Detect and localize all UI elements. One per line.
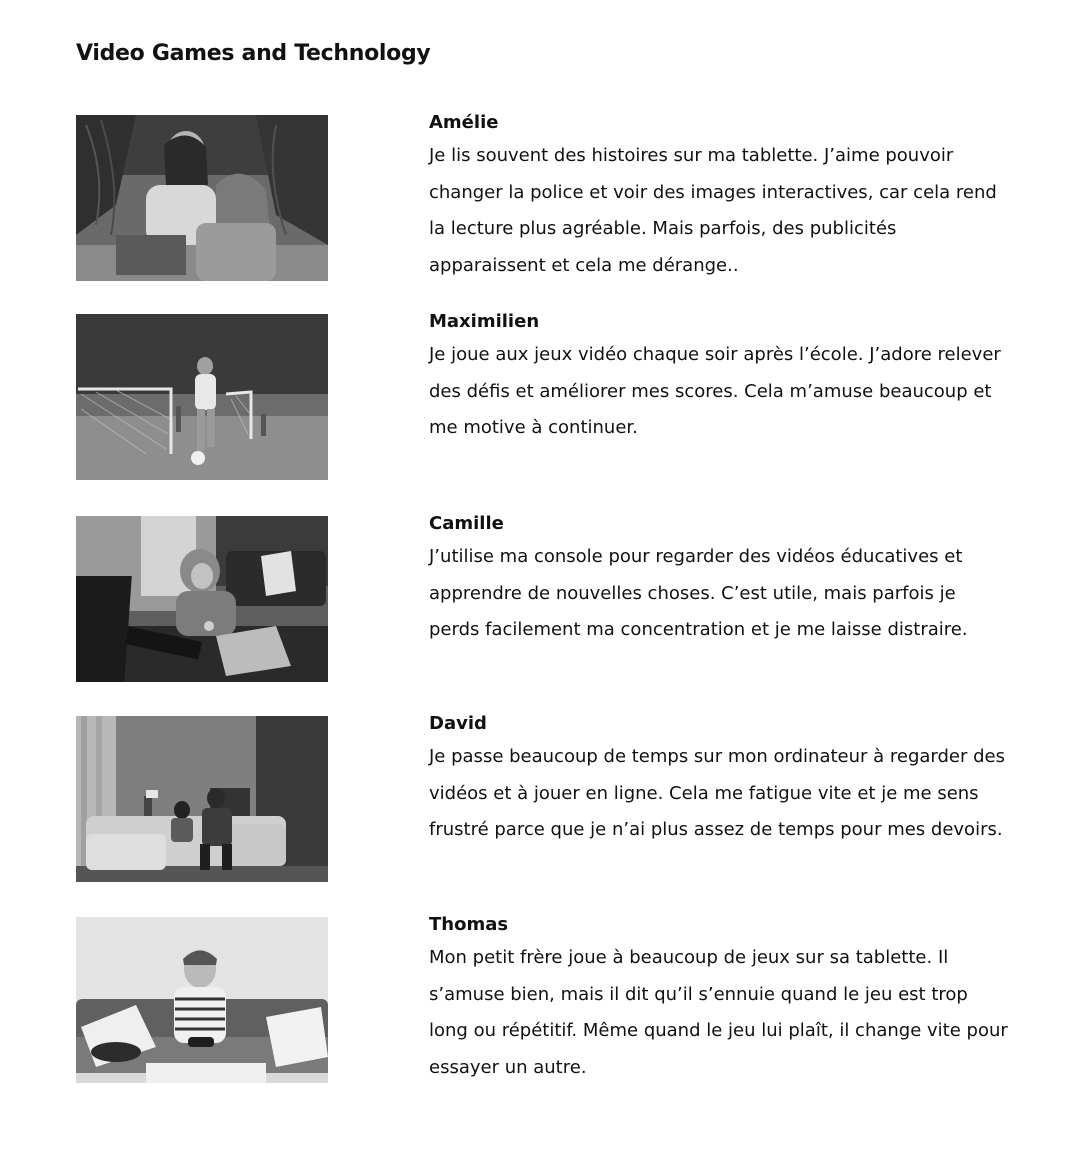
photo-teen-at-computer [76,516,328,682]
entry-name: Maximilien [429,311,540,332]
entry-text: Je passe beaucoup de temps sur mon ordinateur à regarder des vidéos et à jouer en ligne. Cela me fatigue vite et je me sens frustré parce que je n’ai plus assez de temps pour mes devoirs. [429,746,1006,840]
entry-text: Mon petit frère joue à beaucoup de jeux sur sa tablette. Il s’amuse bien, mais il dit qu’il s’ennuie quand le jeu est trop long ou répétitif. Même quand le jeu lui plaît, il change vite pour essayer un autre. [429,947,1008,1078]
photo-two-people-vr-sofa [76,716,328,882]
photo-two-girls-laughing [76,115,328,281]
entry-name: Thomas [429,914,509,935]
entry-text: J’utilise ma console pour regarder des vidéos éducatives et apprendre de nouvelles choses. C’est utile, mais parfois je perds facilement ma concentration et je me laisse distraire. [429,546,968,640]
entry-name: Amélie [429,112,499,133]
entry-name: Camille [429,513,504,534]
entry-text: Je joue aux jeux vidéo chaque soir après l’école. J’adore relever des défis et améliorer mes scores. Cela m’amuse beaucoup et me motive à continuer. [429,344,1001,438]
photo-boy-with-controller [76,917,328,1083]
photo-boy-playing-football [76,314,328,480]
entry-text: Je lis souvent des histoires sur ma tablette. J’aime pouvoir changer la police et voir des images interactives, car cela rend la lecture plus agréable. Mais parfois, des publicités apparaissent et cela me dérange.. [429,145,997,276]
page-title: Video Games and Technology [76,41,431,66]
entry-name: David [429,713,487,734]
